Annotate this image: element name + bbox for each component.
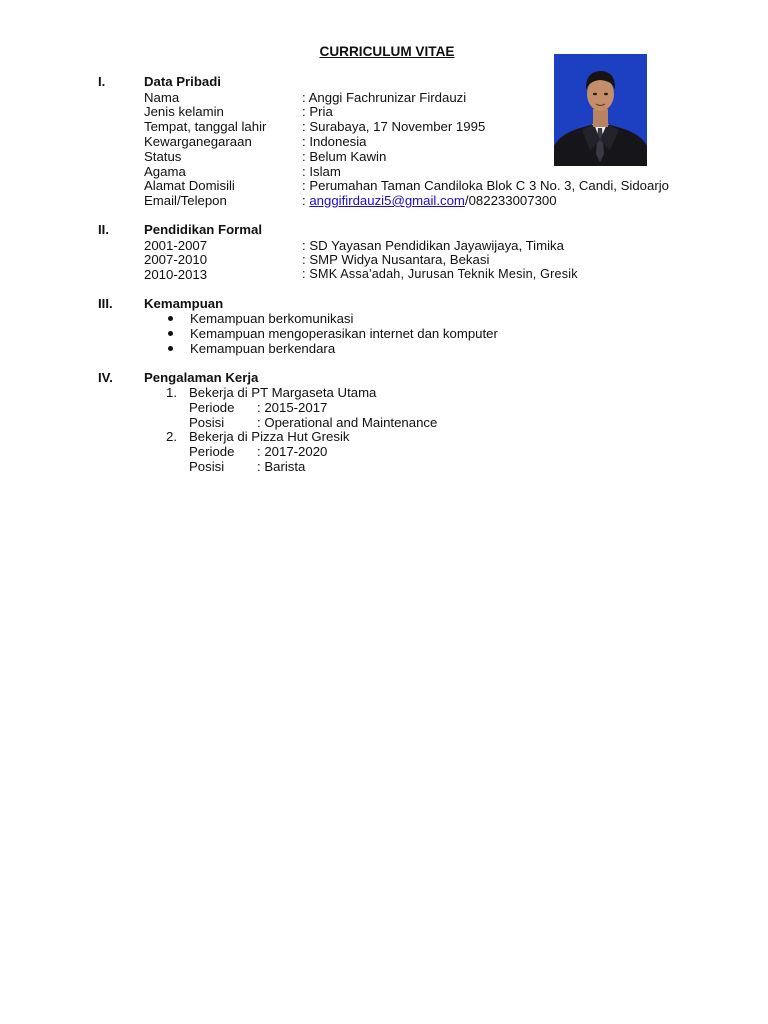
profile-photo <box>554 54 647 166</box>
field-value: : Anggi Fachrunizar Firdauzi <box>302 90 467 105</box>
job-period: : 2015-2017 <box>257 400 328 415</box>
job-title: Bekerja di PT Margaseta Utama <box>189 385 377 400</box>
field-label: Alamat Domisili <box>144 178 235 193</box>
job-period-label: Periode <box>189 444 235 459</box>
section-number-education: II. <box>98 222 109 237</box>
field-label-contact: Email/Telepon <box>144 193 227 208</box>
field-value: : Islam <box>302 164 341 179</box>
job-position-label: Posisi <box>189 415 225 430</box>
job-position: : Barista <box>257 459 306 474</box>
skill-item: Kemampuan mengoperasikan internet dan komputer <box>190 326 498 341</box>
contact-prefix: : <box>302 193 310 208</box>
skill-item: Kemampuan berkendara <box>190 341 336 356</box>
bullet-icon <box>168 346 173 351</box>
phone-number: /082233007300 <box>464 193 557 208</box>
education-school: : SMK Assa'adah, Jurusan Teknik Mesin, Gresik <box>302 267 578 281</box>
field-label: Agama <box>144 164 186 179</box>
section-heading-personal: Data Pribadi <box>144 74 221 89</box>
field-value-contact <box>302 193 557 208</box>
field-label: Nama <box>144 90 180 105</box>
section-number-skills: III. <box>98 296 113 311</box>
education-years: 2010-2013 <box>144 267 208 282</box>
field-label: Kewarganegaraan <box>144 134 252 149</box>
field-label: Tempat, tanggal lahir <box>144 119 267 134</box>
job-position-label: Posisi <box>189 459 225 474</box>
field-value: : Pria <box>302 104 333 119</box>
field-value: : Perumahan Taman Candiloka Blok C 3 No. 3, Candi, Sidoarjo <box>302 178 670 193</box>
field-label: Status <box>144 149 182 164</box>
field-label: Jenis kelamin <box>144 104 224 119</box>
education-school: : SD Yayasan Pendidikan Jayawijaya, Timika <box>302 238 564 253</box>
section-heading-skills: Kemampuan <box>144 296 224 311</box>
job-index: 1. <box>166 385 177 400</box>
job-position: : Operational and Maintenance <box>257 415 438 430</box>
field-value: : Belum Kawin <box>302 149 387 164</box>
job-index: 2. <box>166 429 177 444</box>
section-heading-experience: Pengalaman Kerja <box>144 370 259 385</box>
page-title: CURRICULUM VITAE <box>319 44 455 59</box>
section-number-personal: I. <box>98 74 106 89</box>
education-school: : SMP Widya Nusantara, Bekasi <box>302 252 490 267</box>
field-value: : Surabaya, 17 November 1995 <box>302 119 486 134</box>
skill-item: Kemampuan berkomunikasi <box>190 311 354 326</box>
job-period-label: Periode <box>189 400 235 415</box>
bullet-icon <box>168 331 173 336</box>
job-period: : 2017-2020 <box>257 444 328 459</box>
section-heading-education: Pendidikan Formal <box>144 222 262 237</box>
bullet-icon <box>168 316 173 321</box>
field-value: : Indonesia <box>302 134 367 149</box>
email-link[interactable]: anggifirdauzi5@gmail.com <box>309 193 465 208</box>
education-years: 2007-2010 <box>144 252 208 267</box>
education-years: 2001-2007 <box>144 238 208 253</box>
section-number-experience: IV. <box>98 370 113 385</box>
job-title: Bekerja di Pizza Hut Gresik <box>189 429 350 444</box>
